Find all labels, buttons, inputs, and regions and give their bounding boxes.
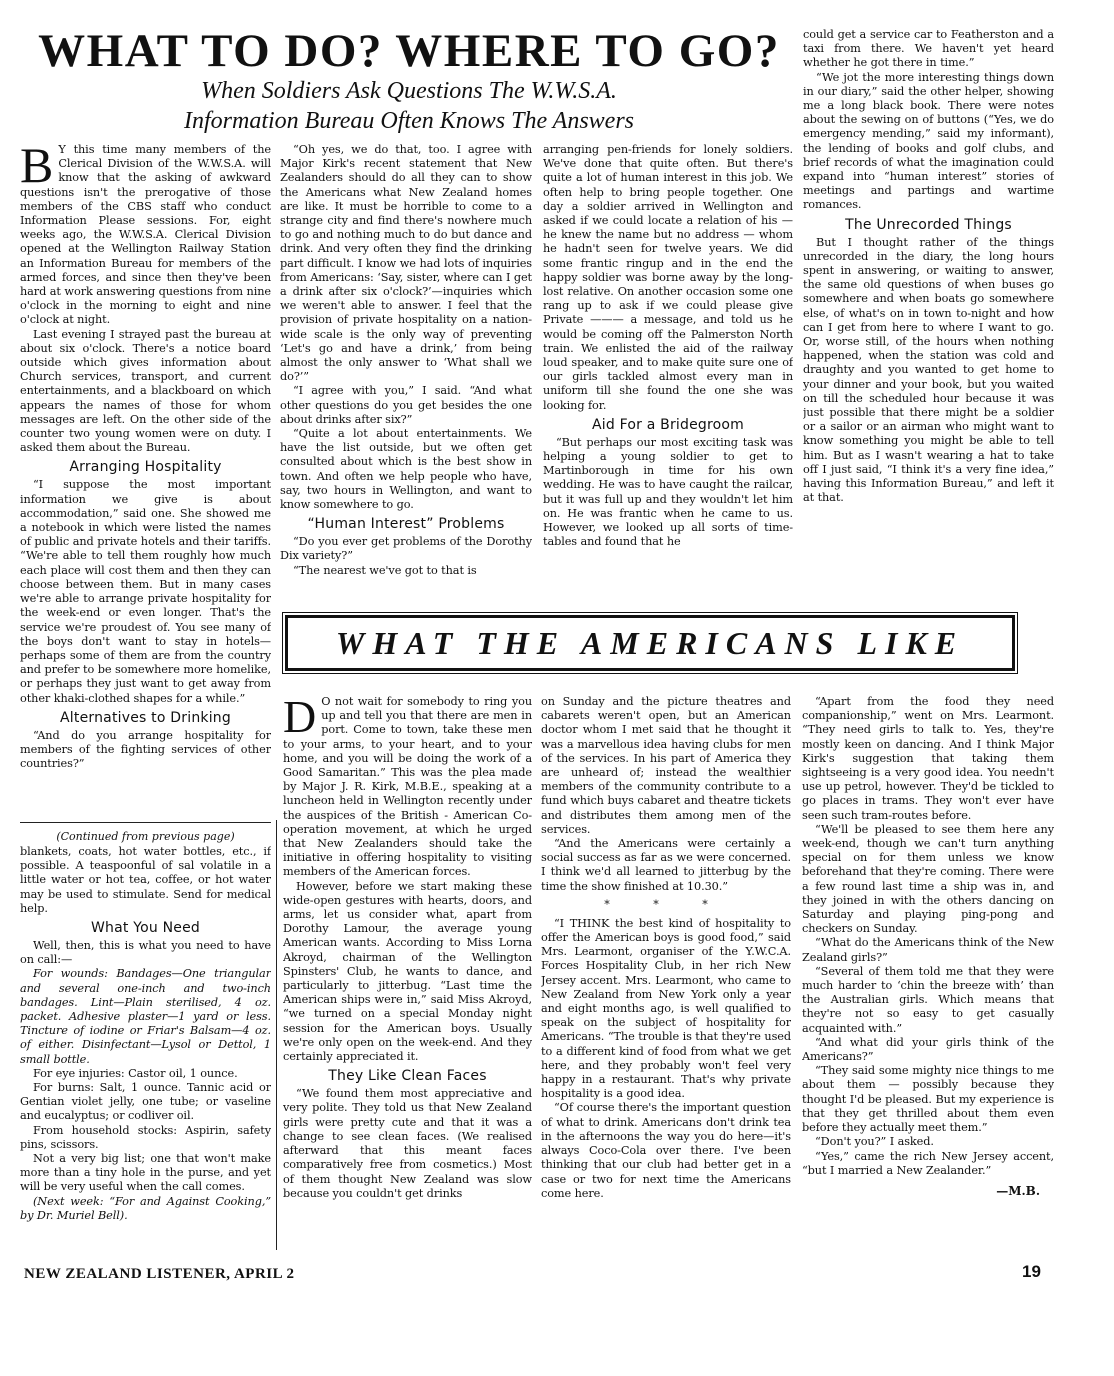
paragraph: O not wait for somebody to ring you up and tell you that there are men in port. Come to town, take these men to your arms, to your heart, and to your home, and you will be doing the work of a Good Samaritan.” This was the plea made by Major J. R. Kirk, M.B.E., speaking at a luncheon held in Wellington recently under the auspices of the British - American Co-operation movement, at which he urged that New Zealanders should take the initiative in offering hospitality to visiting members of the American forces. (283, 695, 532, 879)
paragraph: “We found them most appreciative and very polite. They told us that New Zealand girls were pretty cute and that it was a change to see clean faces. (We realised afterward that this meant faces comparatively free from cosmetics.) Most of them thought New Zealand was slow because you couldn't get drinks (283, 1087, 532, 1200)
paragraph: “I agree with you,” I said. “And what other questions do you get besides the one about drinks after six?” (280, 384, 532, 426)
paragraph: blankets, coats, hot water bottles, etc., if possible. A teaspoonful of sal volatile in a little water or hot tea, coffee, or hot water may be used to stimulate. Send for medical help. (20, 845, 271, 915)
paragraph: Not a very big list; one that won't make more than a tiny hole in the purse, and yet will be very useful when the call comes. (20, 1152, 271, 1194)
article2-column-3 (802, 695, 1054, 1247)
article2-banner (285, 615, 1015, 671)
subheading-what-you-need: What You Need (90, 920, 200, 937)
paragraph: “I suppose the most important information we give is about accommodation,” said one. She showed me a notebook in which were listed the names of public and private hotels and their tariffs. “We're able to tell them roughly how much each place will cost them and then they can choose between them. But in many cases we're able to arrange private hospitality for the week-end or even longer. That's the service we're proudest of. You see many of the boys don't want to stay in hotels—perhaps some of them are from the country and prefer to be somewhere more homelike, or perhaps they just want to get away from other khaki-clothed shapes for a while.” (20, 478, 271, 705)
paragraph: “Quite a lot about entertainments. We have the list outside, but we often get consulted about which is the best show in town. And often we help people who have, say, two hours in Wellington, and want to know somewhere to go. (280, 427, 532, 512)
paragraph: “Yes,” came the rich New Jersey accent, “but I married a New Zealander.” (802, 1149, 1054, 1177)
article2-column-2 (541, 695, 791, 1247)
paragraph: arranging pen-friends for lonely soldiers. We've done that quite often. But there's quite a lot of human interest in this job. We often help to bring people together. One day a soldier arrived in Wellington and asked if we could locate a relation of his — he knew the name but no address — whom he hadn't seen for twelve years. We did some frantic ringup and in the end the happy soldier was borne away by the long-lost relative. On another occasion some one rang up to ask if we could please give Private ——— a message, and told us he would be coming off the Palmerston North train. We enlisted the aid of the railway loud speaker, and to make quite sure one of our girls tackled almost every man in uniform till she found the one she was looking for. (543, 143, 793, 412)
subheading-unrecorded-things: The Unrecorded Things (845, 216, 1012, 233)
paragraph: Well, then, this is what you need to have on call:— (20, 939, 271, 967)
paragraph: “Several of them told me that they were much harder to ‘chin the breeze with’ than the Australian girls. Which means that they're not so easy to get casually acquainted with.” (802, 964, 1054, 1035)
drop-cap: B (20, 143, 54, 193)
page-number: 19 (1022, 1262, 1041, 1281)
paragraph: For burns: Salt, 1 ounce. Tannic acid or Gentian violet jelly, one tube; or vaseline and eucalyptus; or codliver oil. (20, 1081, 271, 1123)
paragraph: From household stocks: Aspirin, safety pins, scissors. (20, 1123, 271, 1151)
paragraph: “Of course there's the important question of what to drink. Americans don't drink tea in the afternoons the way you do here—it's always Coco-Cola over there. I've been thinking that our club had better get in a case or two for next time the Americans come here. (541, 1101, 791, 1200)
paragraph: “And the Americans were certainly a social success as far as we were concerned. I think we'd all learned to jitterbug by the time the show finished at 10.30.” (541, 837, 791, 893)
article-deck-line-1: When Soldiers Ask Questions The W.W.S.A. (201, 78, 617, 104)
column-rule (276, 820, 277, 1250)
article-headline: WHAT TO DO? WHERE TO GO? (38, 25, 780, 77)
author-signature: —M.B. (996, 1183, 1040, 1198)
paragraph: “Oh yes, we do that, too. I agree with Major Kirk's recent statement that New Zealanders should do all they can to show the Americans what New Zealand homes are like. It must be horrible to come to a strange city and find there's nowhere much to go and nothing much to do but dance and drink. And very often they find the drinking part difficult. I know we had lots of inquiries from Americans: ‘Say, sister, where can I get a drink after six o'clock?’—inquiries which we weren't able to answer. I feel that the provision of private hospitality on a nation-wide scale is the only way of preventing ‘Let's go and have a drink,’ from being almost the only answer to ‘What shall we do?’” (280, 143, 532, 384)
article-deck-line-2: Information Bureau Often Knows The Answers (183, 108, 634, 134)
section-divider (20, 822, 271, 823)
subheading-clean-faces: They Like Clean Faces (328, 1068, 487, 1085)
paragraph: “Apart from the food they need companionship,” went on Mrs. Learmont. “They need girls to talk to. Yes, they're mostly keen on dancing. And I think Major Kirk's suggestion that taking them sightseeing is a very good idea. You needn't use up petrol, however. They'd be tickled to go places in trams. They won't ever have seen such tram-routes before. (802, 695, 1054, 822)
firstaid-column (20, 826, 271, 1256)
paragraph: “Do you ever get problems of the Dorothy Dix variety?” (280, 535, 532, 563)
paragraph: “But perhaps our most exciting task was helping a young soldier to get to Martinborough in time for his own wedding. He was to have caught the railcar, but it was full up and they wouldn't let him on. He was frantic when he came to us. However, we looked up all sorts of time-tables and found that he (543, 435, 793, 549)
paragraph: For wounds: Bandages—One triangular and several one-inch and two-inch bandages. Lint—Plain sterilised, 4 oz. packet. Adhesive plaster—1 yard or less. Tincture of iodine or Friar's Balsam—4 oz. of either. Disinfectant—Lysol or Dettol, 1 small bottle. (20, 967, 271, 1066)
article1-column-1 (20, 143, 271, 819)
paragraph: “They said some mighty nice things to me about them — possibly because they thought I'd be pleased. But my experience is that they get thrilled about them even before they actually meet them.” (802, 1064, 1054, 1135)
paragraph: But I thought rather of the things unrecorded in the diary, the long hours spent in answering, or waiting to answer, the same old questions of when buses go somewhere and when boats go somewhere else, of what's on in town to-night and how can I get from here to where I want to go. Or, worse still, of the hours when nothing happened, when the station was cold and draughty and you wanted to get home to your dinner and your book, but you waited on till the scheduled hour because it was just possible that there might be a soldier or a sailor or an airman who might want to know something you might be able to tell him. But as I wasn't wearing a hat to take off I just said, “I think it's a very fine idea,” having this Information Bureau,” and left it at that. (803, 235, 1054, 505)
subheading-alternatives-to-drinking: Alternatives to Drinking (60, 709, 231, 726)
continued-note: (Continued from previous page) (56, 830, 235, 843)
paragraph: “We'll be pleased to see them here any week-end, though we can't turn anything special on for them unless we know beforehand that they're coming. There were a few round last time a ship was in, and they joined in with the others dancing on Saturday and playing ping-pong and checkers on Sunday. (802, 822, 1054, 936)
paragraph: “Don't you?” I asked. (815, 1135, 934, 1149)
paragraph: “The nearest we've got to that is (293, 563, 477, 577)
article1-column-3 (543, 143, 793, 605)
masthead-footer: NEW ZEALAND LISTENER, APRIL 2 (24, 1266, 295, 1282)
paragraph: “And do you arrange hospitality for members of the fighting services of other countries?” (20, 728, 271, 771)
paragraph: (Next week: “For and Against Cooking,” by Dr. Muriel Bell). (20, 1194, 271, 1222)
subheading-arranging-hospitality: Arranging Hospitality (69, 459, 222, 476)
section-break-stars: * * * (604, 897, 728, 911)
paragraph: For eye injuries: Castor oil, 1 ounce. (33, 1066, 238, 1080)
article1-column-2 (280, 143, 532, 605)
paragraph: Y this time many members of the Clerical Division of the W.W.S.A. will know that the asking of awkward questions isn't the prerogative of those members of the CBS staff who conduct Information Please sessions. For, eight weeks ago, the W.W.S.A. Clerical Division opened at the Wellington Railway Station an Information Bureau for members of the armed forces, and since then they've been hard at work answering questions from nine o'clock in the morning to eight and nine o'clock at night. (20, 143, 271, 327)
paragraph: “I THINK the best kind of hospitality to offer the American boys is good food,” said Mrs. Learmont, organiser of the Y.W.C.A. Forces Hospitality Club, in her rich New Jersey accent. Mrs. Learmont, who came to New Zealand from New York only a year and eight months ago, is well qualified to speak on the subject of hospitality for Americans. “The trouble is that they're used to a different kind of food from what we get here, and they probably won't feel very happy in a restaurant. That's why private hospitality is a good idea. (541, 916, 791, 1101)
paragraph: Last evening I strayed past the bureau at about six o'clock. There's a notice board outside which gives information about Church services, transport, and current entertainments, and a blackboard on which appears the names of those for whom messages are left. On the other side of the counter two young women were on duty. I asked them about the Bureau. (20, 327, 271, 455)
subheading-human-interest: “Human Interest” Problems (307, 516, 505, 533)
paragraph: could get a service car to Featherston and a taxi from there. We haven't yet heard whether he got there in time.” (803, 28, 1054, 70)
paragraph: “What do the Americans think of the New Zealand girls?” (802, 936, 1054, 964)
paragraph: “We jot the more interesting things down in our diary,” said the other helper, showing me a long black book. There were notes about the sewing on of buttons (“Yes, we do emergency mending,” said my informant), the lending of books and golf clubs, and brief records of what the imagination could expand into “human interest” stories of meetings and partings and wartime romances. (803, 70, 1054, 212)
paragraph: “And what did your girls think of the Americans?” (802, 1035, 1054, 1064)
paragraph: on Sunday and the picture theatres and cabarets weren't open, but an American doctor whom I met said that he thought it was a marvellous idea having clubs for men of the services. In his part of America they are unheard of; instead the wealthier members of the community contribute to a fund which buys cabaret and theatre tickets and distributes them among men of the services. (541, 695, 791, 836)
paragraph: However, before we start making these wide-open gestures with hearts, doors, and arms, let us consider what, apart from Dorothy Lamour, the average young American wants. According to Miss Lorna Akroyd, chairman of the Wellington Spinsters' Club, he wants to dance, and particularly to jitterbug. “Last time the American ships were in,” said Miss Akroyd, “we turned on a special Monday night session for the American boys. Usually we're only open on the week-end. And they certainly appreciated it. (283, 879, 532, 1064)
drop-cap: D (283, 695, 317, 742)
article2-headline: WHAT THE AMERICANS LIKE (335, 625, 965, 661)
article1-column-4 (803, 28, 1054, 606)
subheading-aid-for-a-bridegroom: Aid For a Bridegroom (591, 416, 744, 433)
article2-column-1 (283, 695, 532, 1247)
